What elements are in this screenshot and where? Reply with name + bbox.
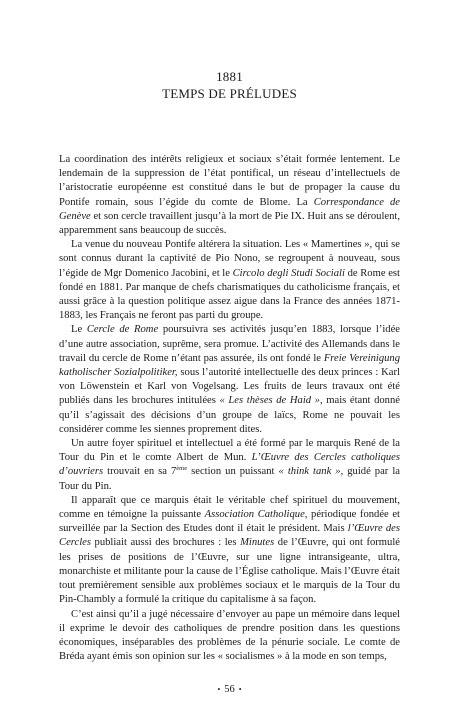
paragraph: Le Cercle de Rome poursuivra ses activités jusqu’en 1883, lorsque l’idée d’une autre association, suprême, sera promue. L’activité des Allemands dans le travail du cercle de Rome n’étant pas assurée, ils ont fondé le Freie Vereinigung katholischer Sozialpolitiker, sous l’autorité intellectuelle des deux princes : Karl von Löwenstein et Karl von Vogelsang. Les fruits de leurs travaux ont été publiés dans les brochures intitulées « Les thèses de Haid », mais étant donné qu’il s’agissait des décisions d’un groupe de laïcs, Rome ne pouvait les considérer comme les siennes proprement dites.	[59, 324, 401, 435]
italic-run: « Les thèses de Haid »	[219, 395, 320, 407]
paragraph: Il apparaît que ce marquis était le véritable chef spirituel du mouvement, comme en témoigne la puissante Association Catholique, périodique fondée et surveillée par la Section des Etudes dont il était le président. Mais l’Œuvre des Cercles publiait aussi des brochures : les Minutes de l’Œuvre, qui ont formulé les prises de positions de l’Œuvre, sur une ligne intransigeante, ultra, monarchiste et militante pour la cause de l’Église catholique. Mais l’Œuvre était tout premièrement sensible aux problèmes sociaux et le marquis de la Tour du Pin-Chambly a formulé la critique du capitalisme à sa façon.	[59, 494, 400, 606]
paragraph: La venue du nouveau Pontife altérera la situation. Les « Mamertines », qui se sont connus durant la captivité de Pio Nono, se regroupent à nouveau, sous l’égide de Mgr Domenico Jacobini, et le Circolo degli Studi Sociali de Rome est fondé en 1881. Par manque de chefs charismatiques du catholicisme français, et aussi grâce à la question politique assez aigue dans la France des années 1871-1883, les Français ne feront pas parti du groupe.	[59, 239, 400, 322]
folio-ornament-right: •	[238, 685, 242, 694]
book-page	[59, 0, 400, 708]
folio-ornament-left: •	[217, 685, 221, 694]
paragraph: Un autre foyer spirituel et intellectuel a été formé par le marquis René de la Tour du Pin et le comte Albert de Mun. L’Œuvre des Cercles catholiques d’ouvriers trouvait en sa 7ème section un puissant « think tank », guidé par la Tour du Pin.	[59, 438, 401, 492]
italic-run: Freie Vereinigung katholischer Sozialpolitiker,	[59, 352, 401, 379]
paragraph: C’est ainsi qu’il a jugé nécessaire d’envoyer au pape un mémoire dans lequel il exprime le devoir des catholiques de prendre position dans les questions économiques, inséparables des problèmes de la pénurie sociale. Le comte de Bréda ayant émis son opinion sur les « socialismes » à la mode en son temps,	[59, 608, 400, 663]
italic-run: l’Œuvre des Cercles	[59, 523, 400, 549]
chapter-title: TEMPS DE PRÉLUDES	[162, 86, 297, 101]
body-text	[59, 153, 400, 664]
chapter-year: 1881	[216, 69, 243, 84]
italic-run: Correspondance de Genève	[59, 196, 400, 222]
chapter-heading	[59, 68, 400, 102]
paragraph: La coordination des intérêts religieux et sociaux s’était formée lentement. Le lendemain de la suppression de l’état pontifical, un réseau d’intellectuels de l’aristocratie européenne est constitué dans le but de propager la cause du Pontife romain, sous l’égide du comte de Blome. La Correspondance de Genève et son cercle travaillent jusqu’à la mort de Pie IX. Huit ans se déroulent, apparemment sans beaucoup de succès.	[59, 154, 400, 237]
italic-run: « think tank »	[278, 466, 341, 478]
italic-run: Cercle de Rome	[86, 324, 159, 336]
italic-run: L’Œuvre des Cercles catholiques d’ouvriers	[59, 452, 400, 478]
italic-run: Association Catholique	[204, 509, 305, 521]
page-number: 56	[224, 684, 235, 695]
page-footer	[59, 684, 400, 696]
italic-run: Minutes	[240, 537, 275, 549]
italic-run: Circolo degli Studi Sociali	[232, 267, 345, 279]
superscript: ème	[176, 465, 188, 473]
